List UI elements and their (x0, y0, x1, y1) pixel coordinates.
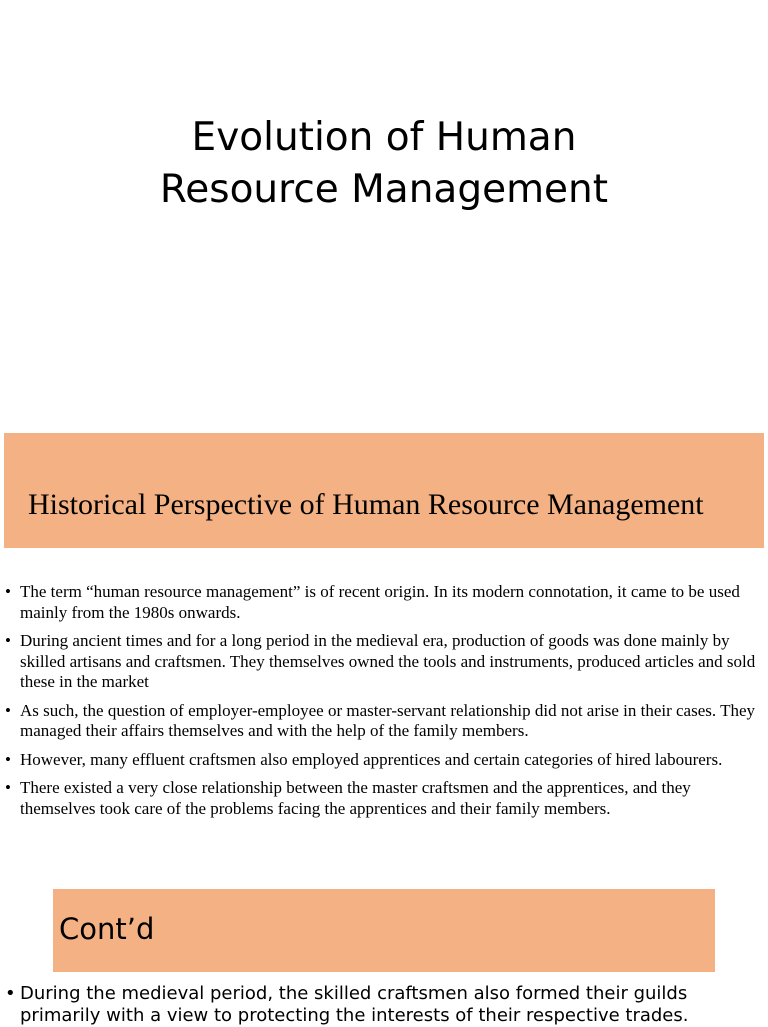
bullet-icon: • (5, 700, 11, 720)
contd-heading: Cont’d (59, 912, 155, 946)
contd-bullet-list (0, 983, 768, 1027)
list-item-text: The term “human resource management” is of recent origin. In its modern connotation, it came to be used mainly from the 1980s onwards. (20, 582, 740, 622)
slide-title-line-2: Resource Management (159, 167, 609, 212)
list-item (0, 983, 768, 1027)
list-item (0, 582, 768, 623)
list-item (0, 750, 768, 771)
list-item-text: During the medieval period, the skilled craftsmen also formed their guilds primarily with a view to protecting the interests of their respective trades. (20, 983, 689, 1026)
slide-title (0, 112, 768, 216)
section-heading-band (4, 433, 764, 548)
list-item-text: During ancient times and for a long period in the medieval era, production of goods was done mainly by skilled artisans and craftsmen. They themselves owned the tools and instruments, produced articles and sold these in the market (20, 631, 756, 691)
slide-title-line-1: Evolution of Human (191, 115, 577, 160)
list-item (0, 631, 768, 693)
bullet-list (0, 582, 768, 827)
bullet-icon: • (5, 983, 16, 1004)
list-item (0, 701, 768, 742)
bullet-icon: • (5, 749, 11, 769)
contd-heading-band (53, 889, 715, 972)
bullet-icon: • (5, 631, 11, 650)
list-item-text: There existed a very close relationship between the master craftsmen and the apprentices, and they themselves took care of the problems facing the apprentices and their family members. (20, 778, 691, 818)
list-item (0, 778, 768, 819)
list-item-text: However, many effluent craftsmen also employed apprentices and certain categories of hired labourers. (20, 749, 723, 769)
bullet-icon: • (5, 778, 11, 797)
bullet-icon: • (5, 582, 11, 601)
section-heading: Historical Perspective of Human Resource Management (28, 488, 704, 521)
list-item-text: As such, the question of employer-employee or master-servant relationship did not arise in their cases. They managed their affairs themselves and with the help of the family members. (20, 700, 755, 740)
